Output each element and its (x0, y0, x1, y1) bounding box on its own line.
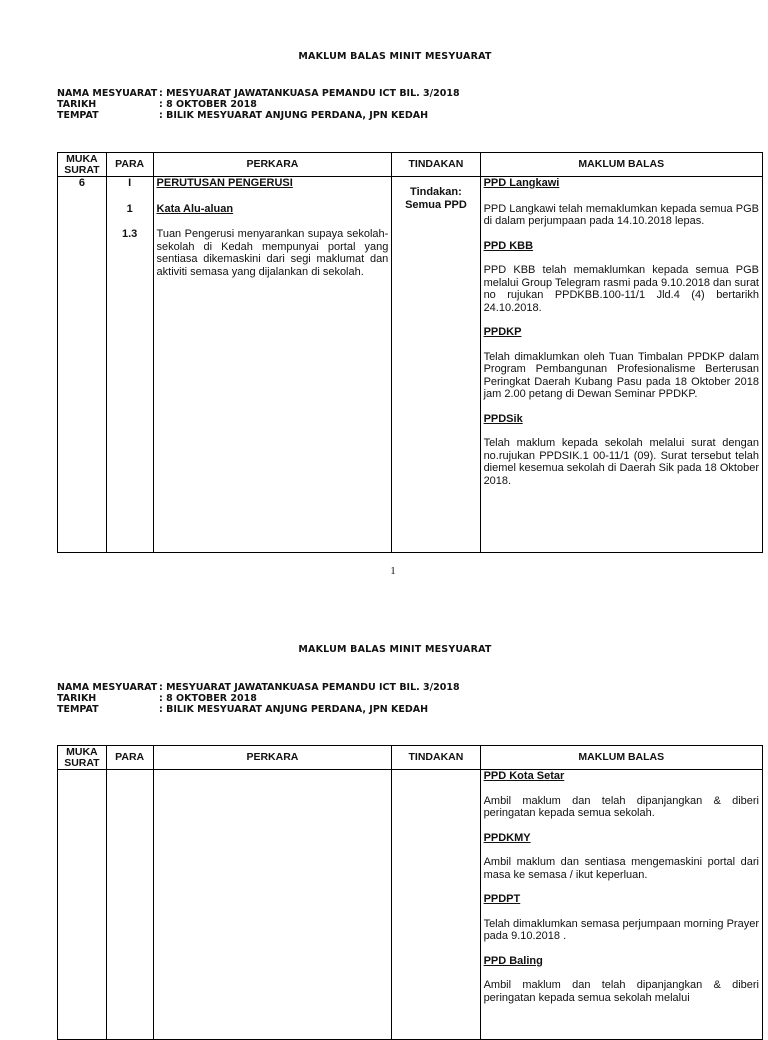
meeting-name-label: NAMA MESYUARAT (57, 682, 158, 693)
table-row (58, 770, 763, 1040)
para-cell (106, 177, 153, 553)
muka-surat-cell: 6 (58, 177, 107, 553)
maklum-balas-cell (480, 177, 762, 553)
header-tindakan: TINDAKAN (392, 746, 480, 770)
balas-heading: PPD KBB (483, 239, 534, 252)
balas-text: Ambil maklum dan sentiasa mengemaskini portal dari masa ke semasa / ikut keperluan. (483, 856, 759, 881)
balas-text: Ambil maklum dan telah dipanjangkan & diberi peringatan kepada semua sekolah melalui (483, 979, 759, 1004)
meeting-name-value: : MESYUARAT JAWATANKUASA PEMANDU ICT BIL. 3/2018 (159, 682, 460, 693)
perkara-cell (153, 770, 392, 1040)
meeting-venue-row (57, 704, 757, 715)
balas-text: Telah maklum kepada sekolah melalui surat dengan no.rujukan PPDSIK.1 00-11/1 (09). Surat tersebut telah diemel kesemua sekolah di Daerah Sik pada 18 Oktober 2018. (483, 437, 759, 487)
page2-minutes-table (57, 745, 763, 1040)
balas-heading: PPDPT (483, 893, 521, 905)
meeting-date-value: : 8 OKTOBER 2018 (159, 693, 257, 704)
balas-heading: PPD Baling (483, 954, 543, 967)
page1-document-title: MAKLUM BALAS MINIT MESYUARAT (298, 51, 492, 62)
table-row (58, 177, 763, 553)
page2-meeting-info (57, 682, 757, 715)
header-muka-surat: MUKA SURAT (58, 746, 107, 770)
tindakan-cell: Tindakan: Semua PPD (392, 177, 480, 553)
page1-minutes-table (57, 152, 763, 553)
meeting-date-label: TARIKH (57, 99, 97, 110)
muka-surat-cell (58, 770, 107, 1040)
header-para: PARA (106, 153, 153, 177)
meeting-venue-label: TEMPAT (57, 704, 99, 715)
header-maklum-balas: MAKLUM BALAS (480, 746, 762, 770)
header-tindakan: TINDAKAN (392, 153, 480, 177)
balas-heading: PPDSik (483, 412, 523, 425)
header-perkara: PERKARA (153, 746, 392, 770)
balas-heading: PPDKP (483, 326, 522, 338)
header-muka-surat: MUKA SURAT (58, 153, 107, 177)
meeting-name-label: NAMA MESYUARAT (57, 88, 158, 99)
para-number: 1.3 (122, 228, 138, 240)
meeting-name-value: : MESYUARAT JAWATANKUASA PEMANDU ICT BIL. 3/2018 (159, 88, 460, 99)
para-cell (106, 770, 153, 1040)
page2-document-title: MAKLUM BALAS MINIT MESYUARAT (298, 644, 492, 655)
perkara-text: Tuan Pengerusi menyarankan supaya sekolah-sekolah di Kedah mempunyai portal yang sentiasa dikemaskini dari segi maklumat dan aktiviti semasa yang dijalankan di sekolah. (156, 228, 389, 278)
header-perkara: PERKARA (153, 153, 392, 177)
meeting-date-row (57, 99, 757, 110)
header-para: PARA (106, 746, 153, 770)
page1-meeting-info (57, 88, 757, 121)
balas-text: Telah dimaklumkan oleh Tuan Timbalan PPDKP dalam Program Pembangunan Profesionalisme Berterusan Peringkat Daerah Kubang Pasu pada 18 Oktober 2018 jam 2.00 petang di Dewan Seminar PPDKP. (483, 350, 759, 400)
meeting-date-row (57, 693, 757, 704)
maklum-balas-cell (480, 770, 762, 1040)
meeting-name-row (57, 88, 757, 99)
perkara-subheading: Kata Alu-aluan (156, 202, 234, 215)
meeting-venue-row (57, 110, 757, 121)
table-header-row (58, 746, 763, 770)
balas-heading: PPDKMY (483, 831, 531, 844)
meeting-venue-label: TEMPAT (57, 110, 99, 121)
meeting-venue-value: : BILIK MESYUARAT ANJUNG PERDANA, JPN KEDAH (159, 110, 429, 121)
meeting-date-value: : 8 OKTOBER 2018 (159, 99, 257, 110)
meeting-name-row (57, 682, 757, 693)
page-number: 1 (390, 565, 396, 577)
balas-text: PPD KBB telah memaklumkan kepada semua PGB melalui Group Telegram rasmi pada 9.10.2018 dan surat no rujukan PPDKBB.100-11/1 Jld.4 (4) bertarikh 24.10.2018. (483, 264, 759, 314)
para-number: I (128, 177, 132, 189)
balas-text: Telah dimaklumkan semasa perjumpaan morning Prayer pada 9.10.2018 . (483, 917, 759, 942)
meeting-date-label: TARIKH (57, 693, 97, 704)
balas-text: Ambil maklum dan telah dipanjangkan & diberi peringatan kepada semua sekolah. (483, 794, 759, 819)
balas-heading: PPD Kota Setar (483, 770, 565, 782)
tindakan-cell (392, 770, 480, 1040)
header-maklum-balas: MAKLUM BALAS (480, 153, 762, 177)
perkara-cell (153, 177, 392, 553)
perkara-heading: PERUTUSAN PENGERUSI (156, 177, 293, 189)
balas-text: PPD Langkawi telah memaklumkan kepada semua PGB di dalam perjumpaan pada 14.10.2018 lepas. (483, 202, 759, 227)
balas-heading: PPD Langkawi (483, 177, 560, 189)
meeting-venue-value: : BILIK MESYUARAT ANJUNG PERDANA, JPN KEDAH (159, 704, 429, 715)
table-header-row (58, 153, 763, 177)
para-number: 1 (126, 202, 133, 215)
